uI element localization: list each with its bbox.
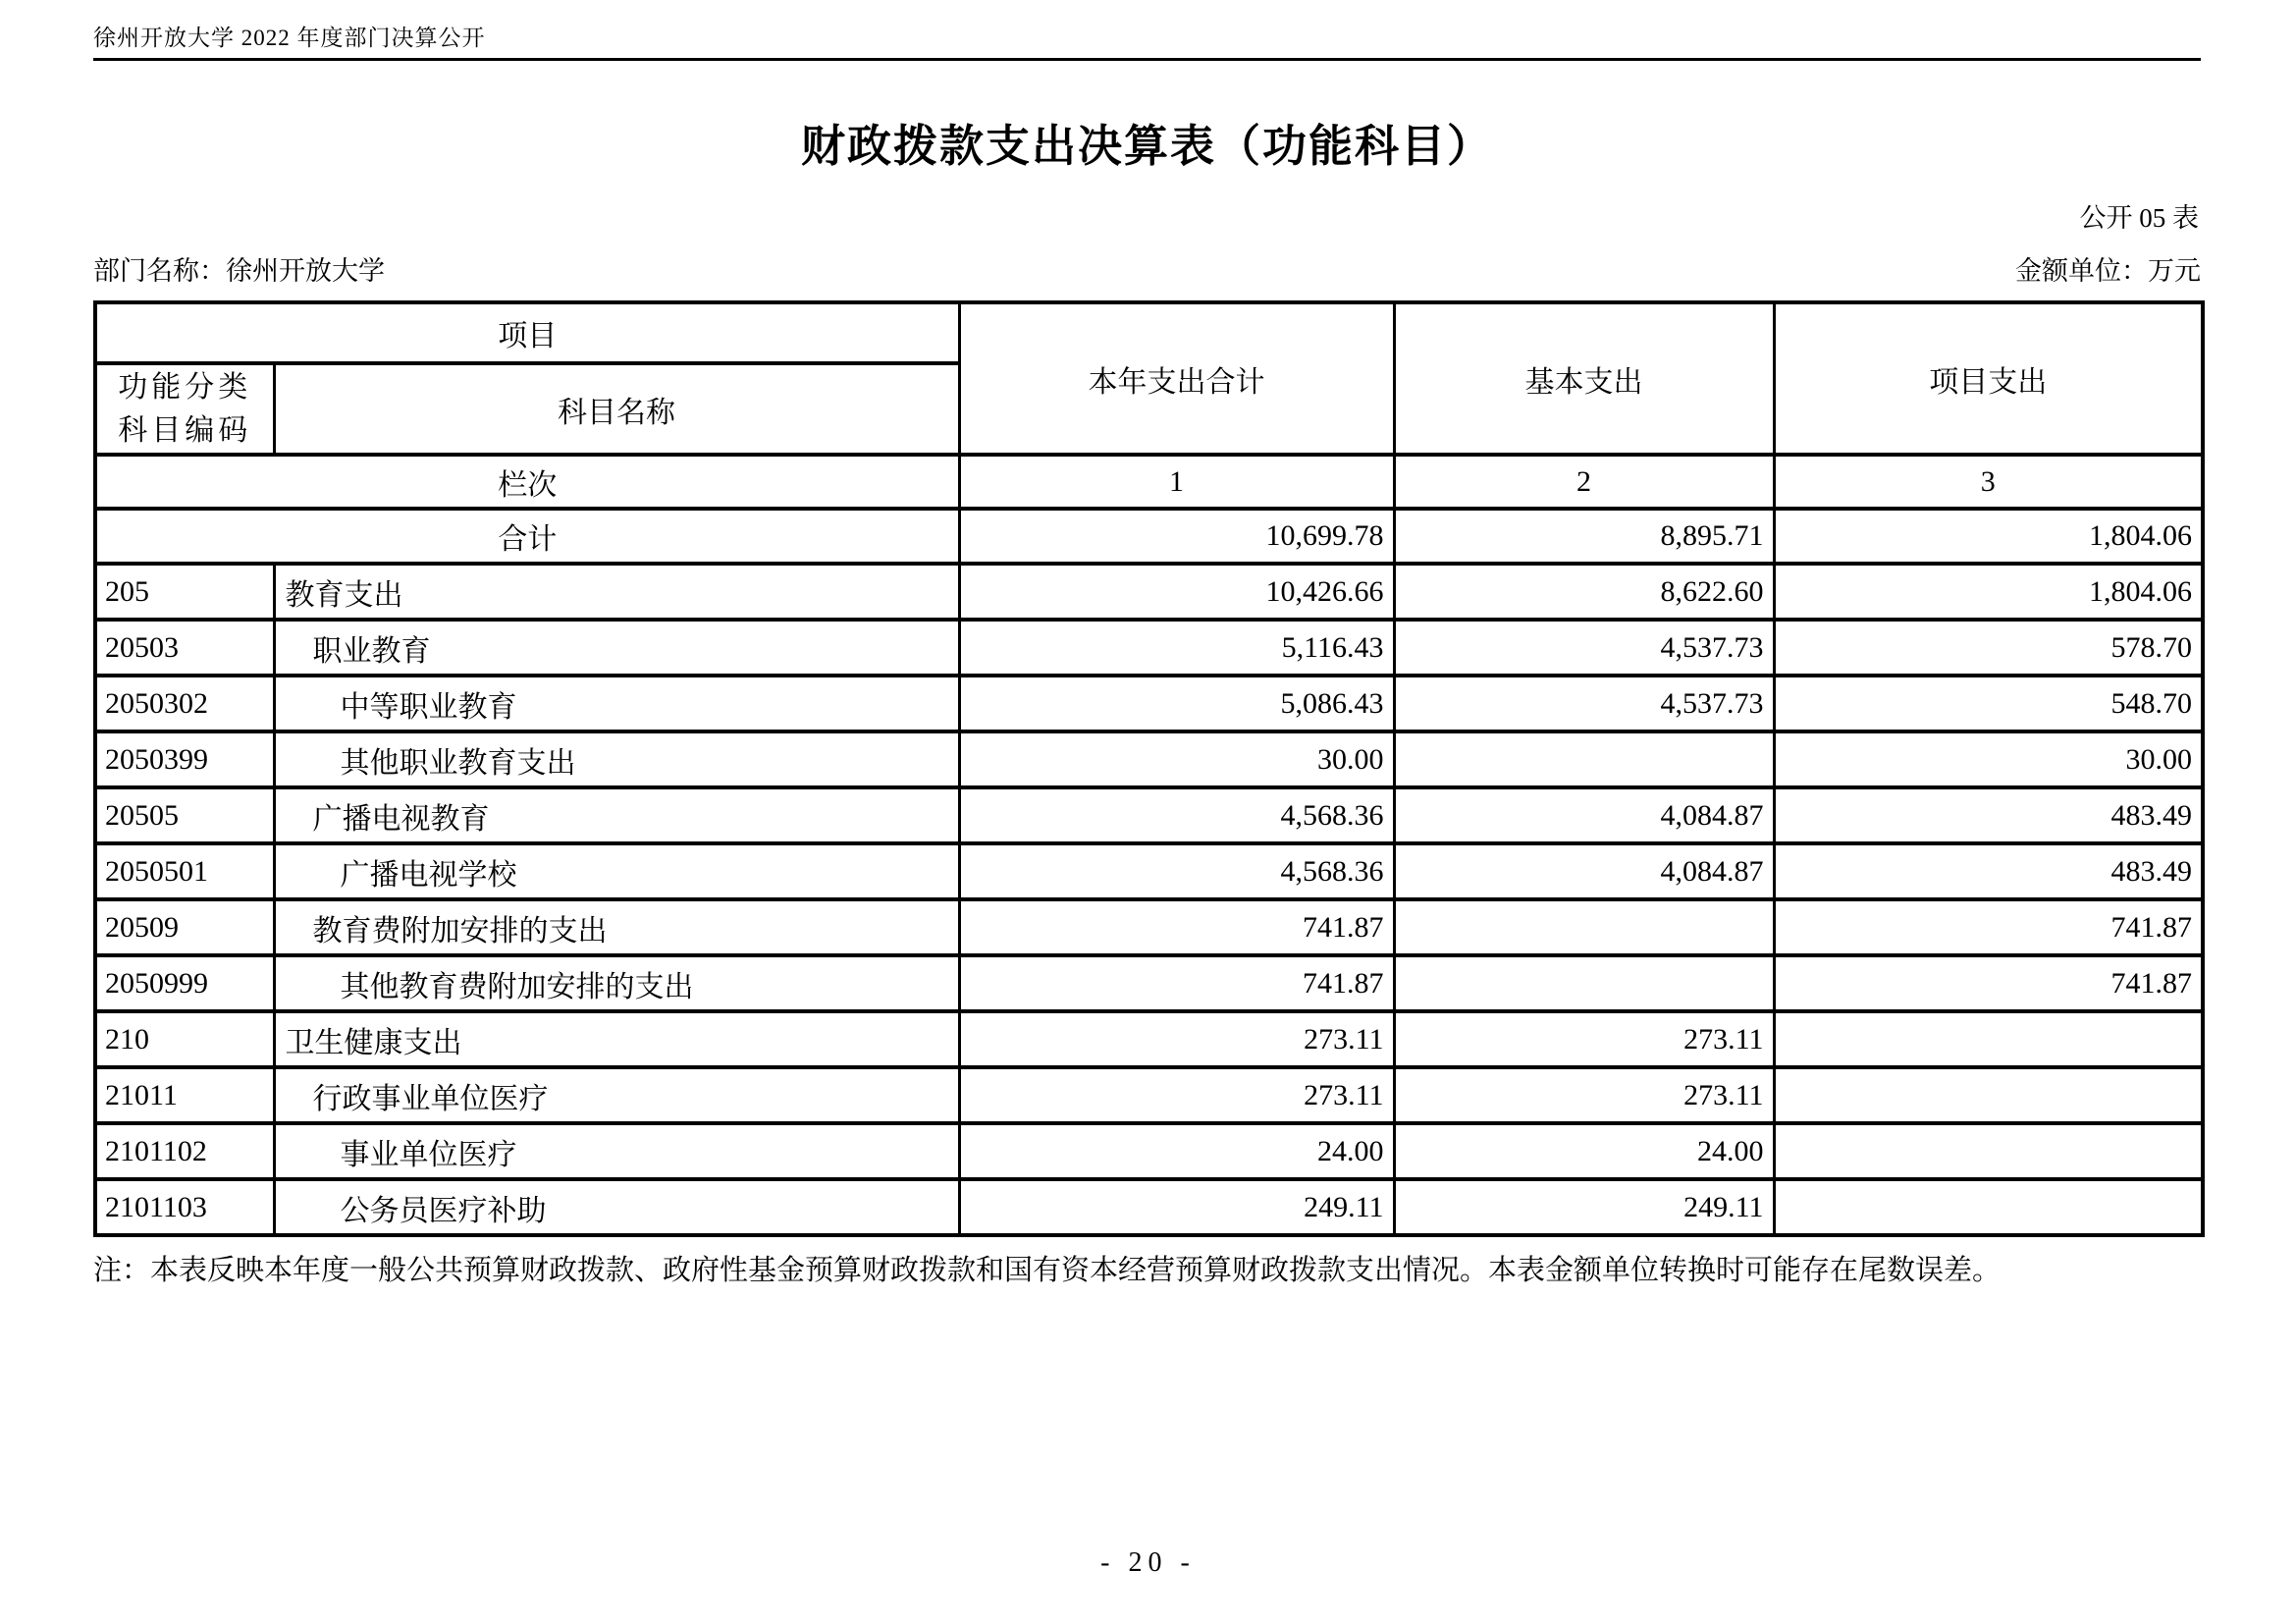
row-subject-name: 卫生健康支出 xyxy=(274,1011,959,1067)
row-project: 578.70 xyxy=(1774,620,2203,676)
row-basic: 24.00 xyxy=(1394,1123,1774,1179)
row-basic: 4,084.87 xyxy=(1394,787,1774,843)
total-value-project: 1,804.06 xyxy=(1774,509,2203,564)
row-project: 741.87 xyxy=(1774,899,2203,955)
row-subject-name: 职业教育 xyxy=(274,620,959,676)
row-total: 249.11 xyxy=(959,1179,1394,1235)
row-code: 205 xyxy=(95,564,274,620)
row-project: 483.49 xyxy=(1774,843,2203,899)
header-col-no-2: 2 xyxy=(1394,455,1774,509)
row-total: 273.11 xyxy=(959,1011,1394,1067)
table-number: 公开 05 表 xyxy=(2079,203,2199,233)
header-col-project: 项目支出 xyxy=(1774,302,2203,455)
header-col-no-3: 3 xyxy=(1774,455,2203,509)
header-row-item xyxy=(95,302,2203,363)
page-content xyxy=(93,0,2201,1624)
header-code xyxy=(95,363,274,455)
row-basic: 273.11 xyxy=(1394,1067,1774,1123)
row-code: 2101102 xyxy=(95,1123,274,1179)
table-row xyxy=(95,955,2203,1011)
row-subject-name: 中等职业教育 xyxy=(274,676,959,731)
row-basic: 8,622.60 xyxy=(1394,564,1774,620)
row-total: 273.11 xyxy=(959,1067,1394,1123)
row-basic: 4,537.73 xyxy=(1394,676,1774,731)
table-row xyxy=(95,1067,2203,1123)
row-code: 2050501 xyxy=(95,843,274,899)
meta-row xyxy=(93,249,2201,288)
row-subject-name: 广播电视学校 xyxy=(274,843,959,899)
table-row xyxy=(95,731,2203,787)
total-label: 合计 xyxy=(95,509,959,564)
row-project xyxy=(1774,1123,2203,1179)
row-subject-name: 教育费附加安排的支出 xyxy=(274,899,959,955)
row-basic: 273.11 xyxy=(1394,1011,1774,1067)
row-project: 483.49 xyxy=(1774,787,2203,843)
table-row xyxy=(95,676,2203,731)
table-row xyxy=(95,564,2203,620)
table-row xyxy=(95,620,2203,676)
header-subject-name: 科目名称 xyxy=(274,363,959,455)
total-value-basic: 8,895.71 xyxy=(1394,509,1774,564)
page-number: - 20 - xyxy=(1100,1547,1196,1578)
row-code: 2050399 xyxy=(95,731,274,787)
table-footnote: 注：本表反映本年度一般公共预算财政拨款、政府性基金预算财政拨款和国有资本经营预算财政拨款支出情况。本表金额单位转换时可能存在尾数误差。 xyxy=(93,1255,2002,1286)
header-col-no-1: 1 xyxy=(959,455,1394,509)
row-project: 548.70 xyxy=(1774,676,2203,731)
row-total: 10,426.66 xyxy=(959,564,1394,620)
table-row xyxy=(95,1123,2203,1179)
row-total: 30.00 xyxy=(959,731,1394,787)
row-total: 5,116.43 xyxy=(959,620,1394,676)
row-code: 20509 xyxy=(95,899,274,955)
row-subject-name: 教育支出 xyxy=(274,564,959,620)
header-item-group: 项目 xyxy=(95,302,959,363)
row-subject-name: 事业单位医疗 xyxy=(274,1123,959,1179)
row-total: 24.00 xyxy=(959,1123,1394,1179)
table-row xyxy=(95,899,2203,955)
table-row xyxy=(95,787,2203,843)
row-project: 1,804.06 xyxy=(1774,564,2203,620)
total-value-total: 10,699.78 xyxy=(959,509,1394,564)
header-row-lanci xyxy=(95,455,2203,509)
row-subject-name: 其他教育费附加安排的支出 xyxy=(274,955,959,1011)
header-code-line2: 科目编码 xyxy=(118,413,252,447)
row-code: 20505 xyxy=(95,787,274,843)
fiscal-expenditure-table xyxy=(93,300,2205,1237)
row-basic: 4,084.87 xyxy=(1394,843,1774,899)
row-subject-name: 行政事业单位医疗 xyxy=(274,1067,959,1123)
table-row xyxy=(95,1179,2203,1235)
row-code: 210 xyxy=(95,1011,274,1067)
total-row xyxy=(95,509,2203,564)
row-basic xyxy=(1394,955,1774,1011)
row-subject-name: 公务员医疗补助 xyxy=(274,1179,959,1235)
row-subject-name: 其他职业教育支出 xyxy=(274,731,959,787)
row-code: 21011 xyxy=(95,1067,274,1123)
row-total: 4,568.36 xyxy=(959,843,1394,899)
row-basic: 249.11 xyxy=(1394,1179,1774,1235)
row-project xyxy=(1774,1179,2203,1235)
row-project: 741.87 xyxy=(1774,955,2203,1011)
header-col-basic: 基本支出 xyxy=(1394,302,1774,455)
row-code: 2050999 xyxy=(95,955,274,1011)
row-code: 2101103 xyxy=(95,1179,274,1235)
running-head: 徐州开放大学 2022 年度部门决算公开 xyxy=(93,20,2201,61)
row-code: 2050302 xyxy=(95,676,274,731)
row-basic xyxy=(1394,731,1774,787)
table-row xyxy=(95,1011,2203,1067)
amount-unit: 金额单位：万元 xyxy=(2015,256,2201,286)
row-total: 741.87 xyxy=(959,899,1394,955)
row-project xyxy=(1774,1067,2203,1123)
header-code-line1: 功能分类 xyxy=(118,371,252,404)
header-col-total: 本年支出合计 xyxy=(959,302,1394,455)
row-code: 20503 xyxy=(95,620,274,676)
row-total: 741.87 xyxy=(959,955,1394,1011)
department-name: 部门名称：徐州开放大学 xyxy=(93,256,385,286)
row-project: 30.00 xyxy=(1774,731,2203,787)
page-title: 财政拨款支出决算表（功能科目） xyxy=(800,122,1493,171)
row-total: 5,086.43 xyxy=(959,676,1394,731)
header-lanci: 栏次 xyxy=(95,455,959,509)
row-project xyxy=(1774,1011,2203,1067)
row-total: 4,568.36 xyxy=(959,787,1394,843)
row-subject-name: 广播电视教育 xyxy=(274,787,959,843)
row-basic: 4,537.73 xyxy=(1394,620,1774,676)
row-basic xyxy=(1394,899,1774,955)
table-row xyxy=(95,843,2203,899)
